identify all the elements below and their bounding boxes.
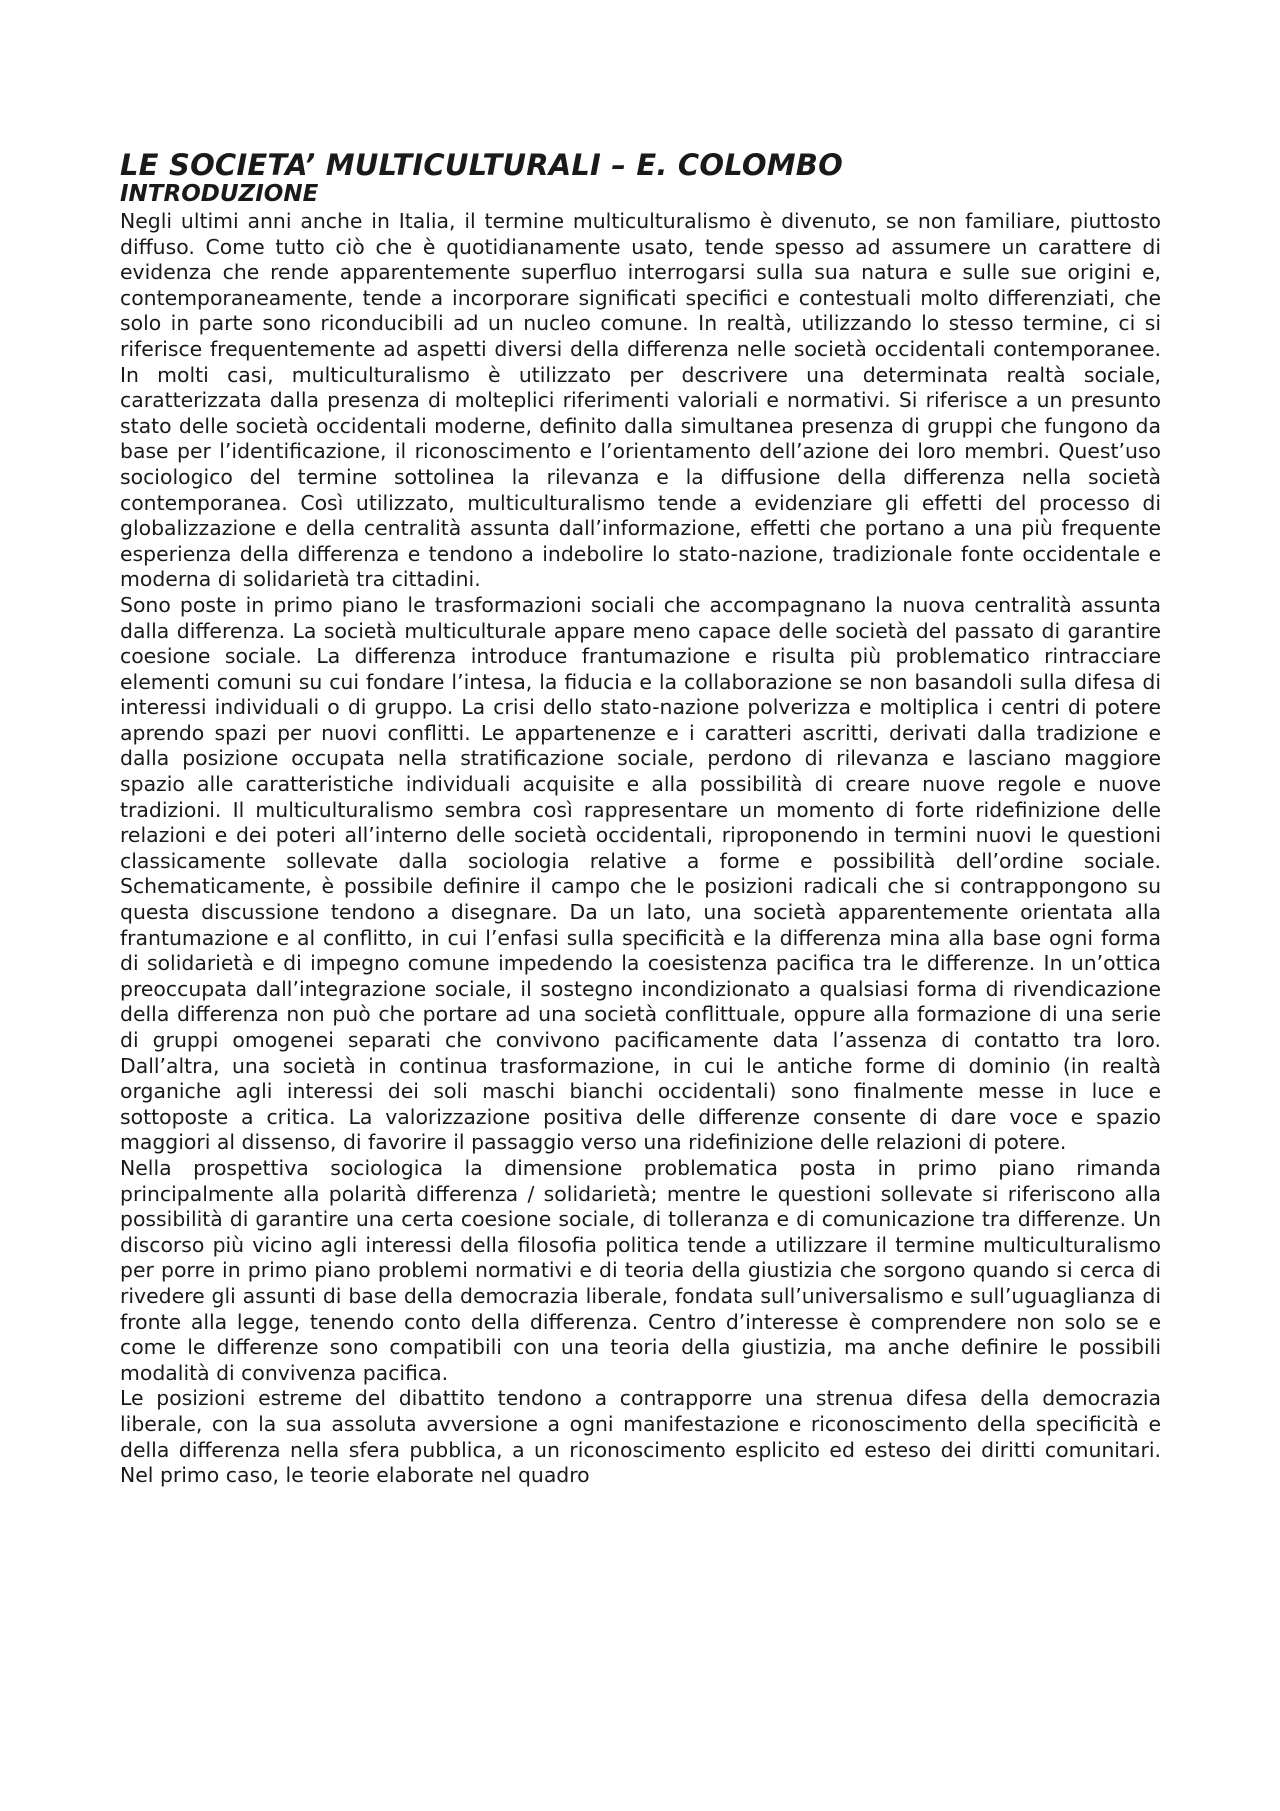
paragraph-2: Sono poste in primo piano le trasformazioni sociali che accompagnano la nuova centralità assunta dalla differenza. La società multiculturale appare meno capace delle società del passato di garantire coesione sociale. La differenza introduce frantumazione e risulta più problematico rintracciare elementi comuni su cui fondare l’intesa, la fiducia e la collaborazione se non basandoli sulla difesa di interessi individuali o di gruppo. La crisi dello stato-nazione polverizza e moltiplica i centri di potere aprendo spazi per nuovi conflitti. Le appartenenze e i caratteri ascritti, derivati dalla tradizione e dalla posizione occupata nella stratificazione sociale, perdono di rilevanza e lasciano maggiore spazio alle caratteristiche individuali acquisite e alla possibilità di creare nuove regole e nuove tradizioni. Il multiculturalismo sembra così rappresentare un momento di forte ridefinizione delle relazioni e dei poteri all’interno delle società occidentali, riproponendo in termini nuovi le questioni classicamente sollevate dalla sociologia relative a forme e possibilità dell’ordine sociale. Schematicamente, è possibile definire il campo che le posizioni radicali che si contrappongono su questa discussione tendono a disegnare. Da un lato, una società apparentemente orientata alla frantumazione e al conflitto, in cui l’enfasi sulla specificità e la differenza mina alla base ogni forma di solidarietà e di impegno comune impedendo la coesistenza pacifica tra le differenze. In un’ottica preoccupata dall’integrazione sociale, il sostegno incondizionato a qualsiasi forma di rivendicazione della differenza non può che portare ad una società conflittuale, oppure alla formazione di una serie di gruppi omogenei separati che convivono pacificamente data l’assenza di contatto tra loro. Dall’altra, una società in continua trasformazione, in cui le antiche forme di dominio (in realtà organiche agli interessi dei soli maschi bianchi occidentali) sono finalmente messe in luce e sottoposte a critica. La valorizzazione positiva delle differenze consente di dare voce e spazio maggiori al dissenso, di favorire il passaggio verso una ridefinizione delle relazioni di potere.: [120, 592, 1161, 1155]
document-page: [120, 148, 1161, 1489]
paragraph-1: Negli ultimi anni anche in Italia, il termine multiculturalismo è divenuto, se non familiare, piuttosto diffuso. Come tutto ciò che è quotidianamente usato, tende spesso ad assumere un carattere di evidenza che rende apparentemente superfluo interrogarsi sulla sua natura e sulle sue origini e, contemporaneamente, tende a incorporare significati specifici e contestuali molto differenziati, che solo in parte sono riconducibili ad un nucleo comune. In realtà, utilizzando lo stesso termine, ci si riferisce frequentemente ad aspetti diversi della differenza nelle società occidentali contemporanee. In molti casi, multiculturalismo è utilizzato per descrivere una determinata realtà sociale, caratterizzata dalla presenza di molteplici riferimenti valoriali e normativi. Si riferisce a un presunto stato delle società occidentali moderne, definito dalla simultanea presenza di gruppi che fungono da base per l’identificazione, il riconoscimento e l’orientamento dell’azione dei loro membri. Quest’uso sociologico del termine sottolinea la rilevanza e la diffusione della differenza nella società contemporanea. Così utilizzato, multiculturalismo tende a evidenziare gli effetti del processo di globalizzazione e della centralità assunta dall’informazione, effetti che portano a una più frequente esperienza della differenza e tendono a indebolire lo stato-nazione, tradizionale fonte occidentale e moderna di solidarietà tra cittadini.: [120, 209, 1161, 592]
section-heading: INTRODUZIONE: [120, 181, 319, 207]
paragraph-3: Nella prospettiva sociologica la dimensione problematica posta in primo piano rimanda principalmente alla polarità differenza / solidarietà; mentre le questioni sollevate si riferiscono alla possibilità di garantire una certa coesione sociale, di tolleranza e di comunicazione tra differenze. Un discorso più vicino agli interessi della filosofia politica tende a utilizzare il termine multiculturalismo per porre in primo piano problemi normativi e di teoria della giustizia che sorgono quando si cerca di rivedere gli assunti di base della democrazia liberale, fondata sull’universalismo e sull’uguaglianza di fronte alla legge, tenendo conto della differenza. Centro d’interesse è comprendere non solo se e come le differenze sono compatibili con una teoria della giustizia, ma anche definire le possibili modalità di convivenza pacifica.: [120, 1155, 1161, 1385]
paragraph-4: Le posizioni estreme del dibattito tendono a contrapporre una strenua difesa della democrazia liberale, con la sua assoluta avversione a ogni manifestazione e riconoscimento della specificità e della differenza nella sfera pubblica, a un riconoscimento esplicito ed esteso dei diritti comunitari. Nel primo caso, le teorie elaborate nel quadro: [120, 1386, 1161, 1488]
document-title: LE SOCIETA’ MULTICULTURALI – E. COLOMBO: [120, 148, 843, 182]
